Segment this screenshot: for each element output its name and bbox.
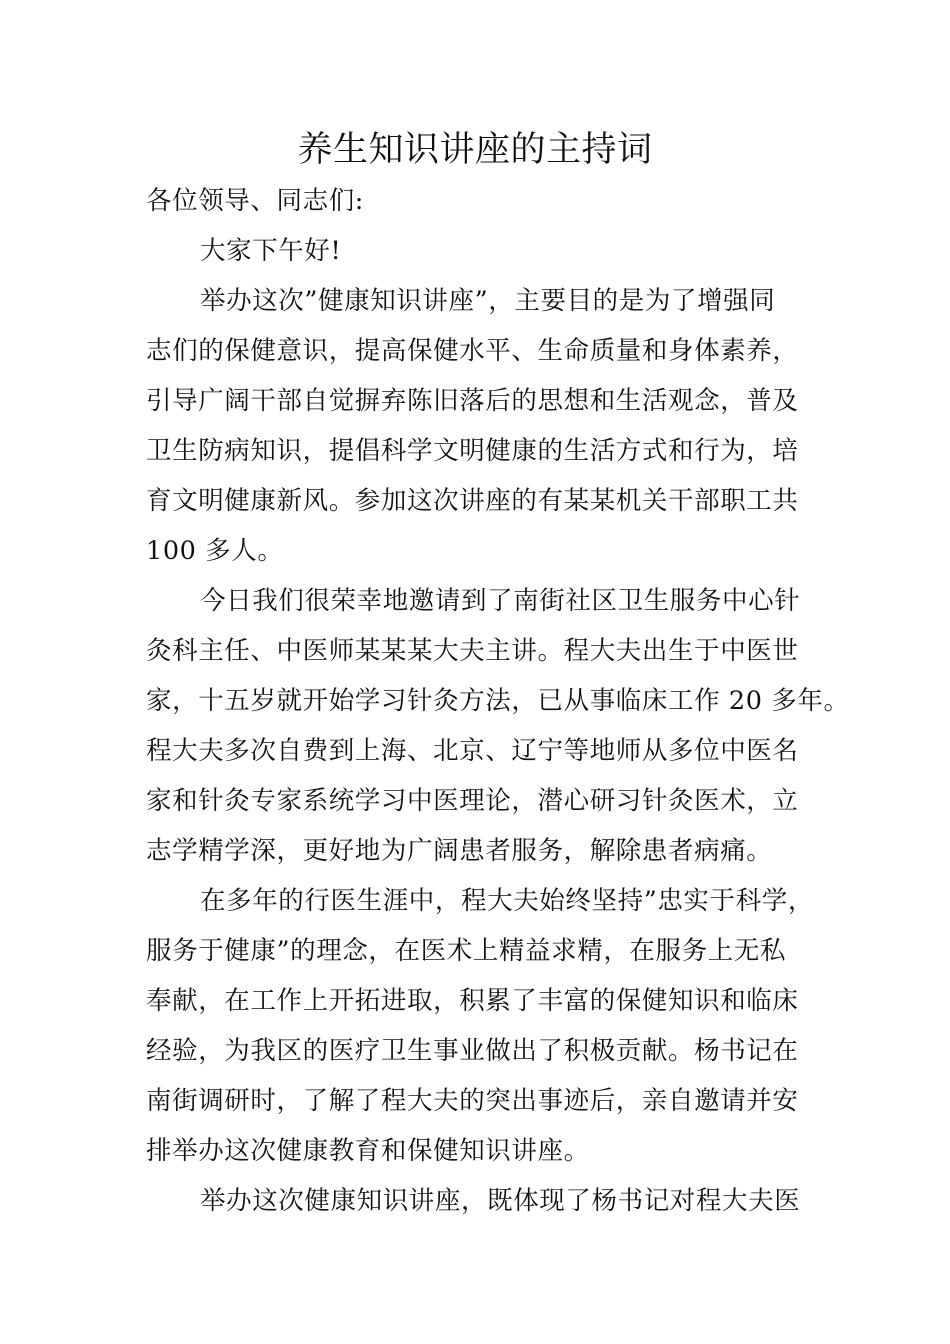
paragraph-2-line-4: 程大夫多次自费到上海、北京、辽宁等地师从多位中医名 [146, 736, 799, 766]
paragraph-1-line-2: 志们的保健意识，提高保健水平、生命质量和身体素养， [146, 336, 799, 366]
paragraph-2-line-2: 灸科主任、中医师某某某大夫主讲。程大夫出生于中医世 [146, 636, 799, 666]
paragraph-3-line-1: 在多年的行医生涯中，程大夫始终坚持”忠实于科学， [200, 886, 814, 916]
paragraph-2-line-1: 今日我们很荣幸地邀请到了南街社区卫生服务中心针 [200, 586, 801, 616]
paragraph-3-line-5: 南街调研时，了解了程大夫的突出事迹后，亲自邀请并安 [146, 1086, 799, 1116]
paragraph-1-line-6: 100 多人。 [146, 536, 284, 566]
paragraph-4-line-1: 举办这次健康知识讲座，既体现了杨书记对程大夫医 [200, 1186, 801, 1216]
paragraph-1-line-1: 举办这次”健康知识讲座”，主要目的是为了增强同 [200, 286, 776, 316]
document-title: 养生知识讲座的主持词 [297, 130, 653, 170]
paragraph-3-line-6: 排举办这次健康教育和保健知识讲座。 [146, 1136, 590, 1166]
paragraph-2-line-6: 志学精学深，更好地为广阔患者服务，解除患者病痛。 [146, 836, 773, 866]
paragraph-1-line-3: 引导广阔干部自觉摒弃陈旧落后的思想和生活观念，普及 [146, 386, 799, 416]
paragraph-3-line-2: 服务于健康”的理念，在医术上精益求精，在服务上无私 [146, 936, 787, 966]
paragraph-2-line-5: 家和针灸专家系统学习中医理论，潜心研习针灸医术，立 [146, 786, 799, 816]
document-body [146, 176, 850, 1226]
paragraph-3-line-3: 奉献，在工作上开拓进取，积累了丰富的保健知识和临床 [146, 986, 799, 1016]
paragraph-2-line-3: 家，十五岁就开始学习针灸方法，已从事临床工作 20 多年。 [146, 686, 850, 716]
paragraph-1-line-5: 育文明健康新风。参加这次讲座的有某某机关干部职工共 [146, 486, 799, 516]
salutation-line: 各位领导、同志们: [146, 186, 364, 216]
greeting-line: 大家下午好! [200, 236, 342, 266]
paragraph-3-line-4: 经验，为我区的医疗卫生事业做出了积极贡献。杨书记在 [146, 1036, 799, 1066]
paragraph-1-line-4: 卫生防病知识，提倡科学文明健康的生活方式和行为，培 [146, 436, 799, 466]
